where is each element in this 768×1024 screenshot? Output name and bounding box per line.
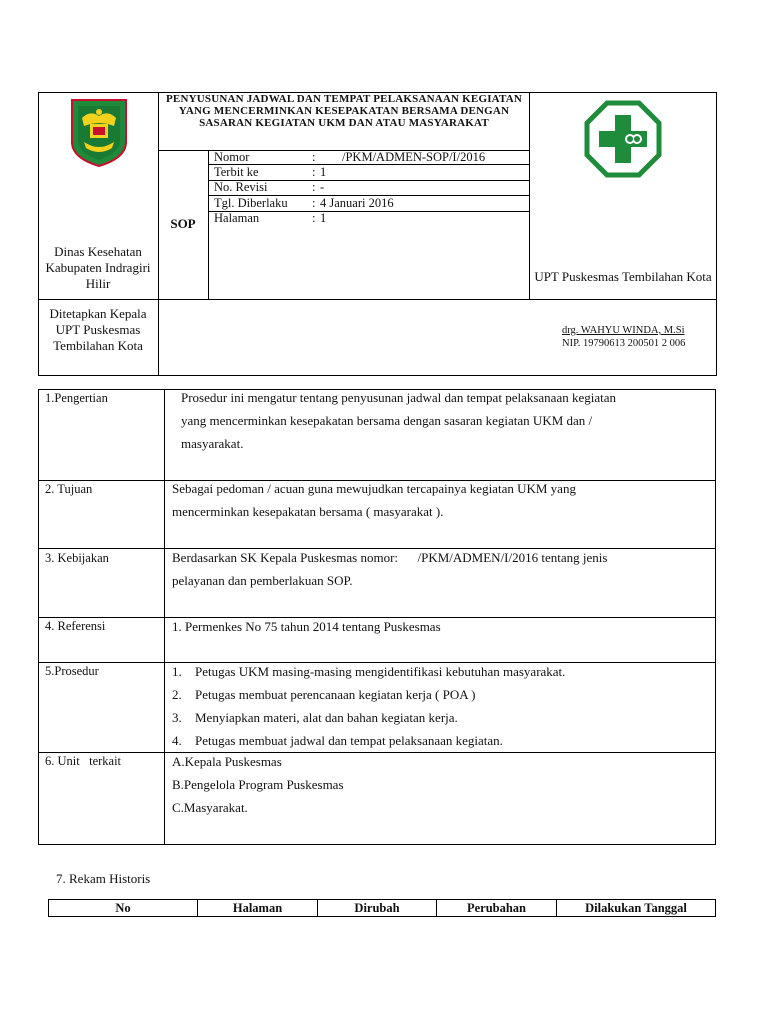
right-organization: UPT Puskesmas Tembilahan Kota: [534, 269, 712, 284]
referensi-line: 1. Permenkes No 75 tahun 2014 tentang Puskesmas: [172, 619, 441, 634]
meta-label: No. Revisi: [214, 180, 268, 194]
history-title: 7. Rekam Historis: [56, 871, 151, 886]
meta-sep: :: [312, 211, 316, 225]
history-column-header: Halaman: [232, 901, 283, 915]
section-label-pengertian: 1.Pengertian: [45, 391, 108, 405]
section-label-unit-terkait: 6. Unit terkait: [45, 754, 122, 768]
tujuan-line: Sebagai pedoman / acuan guna mewujudkan tercapainya kegiatan UKM yang: [172, 481, 576, 496]
sop-label: SOP: [170, 216, 196, 231]
prosedur-step-text: Petugas UKM masing-masing mengidentifikasi kebutuhan masyarakat.: [195, 664, 566, 679]
unit-terkait-line: A.Kepala Puskesmas: [172, 754, 282, 769]
left-organization: Dinas Kesehatan Kabupaten Indragiri Hilir: [45, 244, 151, 291]
determined-by: Ditetapkan Kepala UPT Puskesmas Tembilahan Kota: [49, 306, 147, 353]
history-column-header: Perubahan: [466, 901, 527, 915]
meta-value-revisi: -: [320, 180, 325, 194]
sop-title: PENYUSUNAN JADWAL DAN TEMPAT PELAKSANAAN KEGIATAN YANG MENCERMINKAN KESEPAKATAN BERSAMA DENGAN SASARAN KEGIATAN UKM DAN ATAU MASYARAKAT: [165, 93, 523, 129]
signatory-name-text: drg. WAHYU WINDA, M.Si: [562, 325, 685, 336]
meta-label: Terbit ke: [214, 165, 259, 179]
pengertian-line: Prosedur ini mengatur tentang penyusunan jadwal dan tempat pelaksanaan kegiatan: [181, 390, 616, 405]
prosedur-step-text: Menyiapkan materi, alat dan bahan kegiatan kerja.: [195, 710, 458, 725]
meta-label: Tgl. Diberlaku: [214, 196, 288, 210]
meta-value-halaman: 1: [320, 211, 327, 225]
meta-sep: :: [312, 180, 316, 194]
meta-value-nomor: /PKM/ADMEN-SOP/I/2016: [342, 150, 486, 164]
meta-value-terbit: 1: [320, 165, 327, 179]
kebijakan-line: pelayanan dan pemberlakuan SOP.: [172, 573, 353, 588]
section-label-kebijakan: 3. Kebijakan: [45, 551, 109, 565]
prosedur-step-num: 2.: [172, 687, 182, 702]
kebijakan-line: Berdasarkan SK Kepala Puskesmas nomor: /PKM/ADMEN/I/2016 tentang jenis: [172, 550, 608, 565]
tujuan-line: mencerminkan kesepakatan bersama ( masyarakat ).: [172, 504, 444, 519]
meta-value-tgl: 4 Januari 2016: [320, 196, 394, 210]
prosedur-step-num: 4.: [172, 733, 182, 748]
history-column-header: Dilakukan Tanggal: [585, 901, 687, 915]
section-label-referensi: 4. Referensi: [45, 619, 106, 633]
prosedur-step-text: Petugas membuat perencanaan kegiatan kerja ( POA ): [195, 687, 476, 702]
section-label-prosedur: 5.Prosedur: [45, 664, 99, 678]
signatory-nip: NIP. 19790613 200501 2 006: [562, 338, 686, 349]
prosedur-step-num: 3.: [172, 710, 182, 725]
meta-label: Nomor: [214, 150, 250, 164]
pengertian-line: masyarakat.: [181, 436, 244, 451]
prosedur-step-num: 1.: [172, 664, 182, 679]
section-label-tujuan: 2. Tujuan: [45, 482, 93, 496]
meta-sep: :: [312, 150, 316, 164]
prosedur-step-text: Petugas membuat jadwal dan tempat pelaksanaan kegiatan.: [195, 733, 503, 748]
pengertian-line: yang mencerminkan kesepakatan bersama dengan sasaran kegiatan UKM dan /: [181, 413, 593, 428]
unit-terkait-line: C.Masyarakat.: [172, 800, 248, 815]
unit-terkait-line: B.Pengelola Program Puskesmas: [172, 777, 344, 792]
meta-sep: :: [312, 165, 316, 179]
history-column-header: No: [115, 901, 131, 915]
kabupaten-emblem-icon: [70, 98, 128, 168]
puskesmas-logo-icon: [584, 100, 662, 178]
history-column-header: Dirubah: [354, 901, 400, 915]
meta-label: Halaman: [214, 211, 260, 225]
meta-sep: :: [312, 196, 316, 210]
